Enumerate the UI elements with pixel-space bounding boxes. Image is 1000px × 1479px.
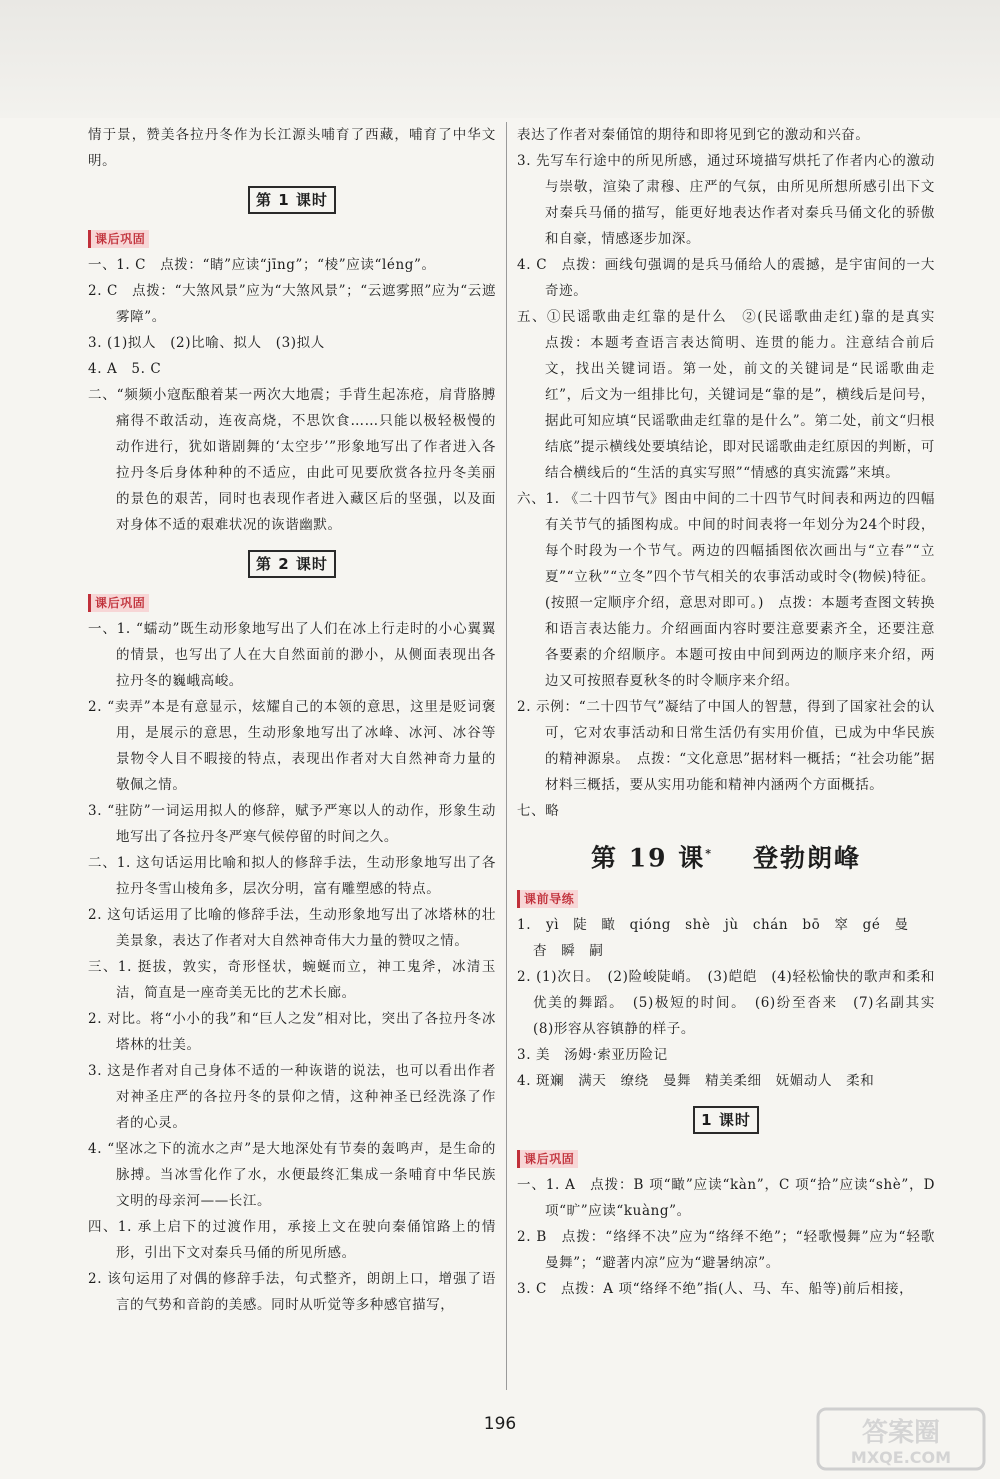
pre-class-answer-3: 4. 斑斓 满天 缭绕 曼舞 精美柔细 妩媚动人 柔和: [517, 1073, 875, 1090]
lesson2-answer-1: 一、1. “蠕动”既生动形象地写出了人们在冰上行走时的小心翼翼的情景，也写出了人在大自然面前的渺小，从侧面表现出各拉丹冬的巍峨高峻。: [88, 621, 496, 689]
right-answer-1: 表达了作者对秦俑馆的期待和即将见到它的激动和兴奋。: [517, 127, 870, 143]
answer-l1-q5: 二、“频频小寇酝酿着某一两次大地震；手背生起冻疮，肩背胳膊痛得不敢活动，连夜高烧，不思饮食……只能以极轻极慢的动作进行，犹如谐剧舞的‘太空步’”形象地写出了作者进入各拉丹冬后身体种种的不适应，由此可见要欣赏各拉丹冬美丽的景色的艰苦，同时也表现作者进入藏区后的坚强，以及面对身体不适的艰难状况的诙谐幽默。: [88, 387, 496, 533]
right-answer-list-3: [517, 1172, 935, 1302]
answer-l1-q3: 3. (1)拟人 (2)比喻、拟人 (3)拟人: [88, 335, 325, 351]
after-class-answer-1: 一、1. A 点拨：B 项“瞰”应读“kàn”，C 项“拾”应读“shè”，D 项“旷”应读“kuàng”。: [517, 1177, 935, 1220]
right-answer-2: 3. 先写车行途中的所见所感，通过环境描写烘托了作者内心的激动与崇敬，渲染了肃穆、庄严的气氛，由所见所想所感引出下文对秦兵马俑的描写，能更好地表达作者对秦兵马俑文化的骄傲和自豪，情感逐步加深。: [517, 153, 935, 247]
lesson2-answer-5: 2. 这句话运用了比喻的修辞手法，生动形象地写出了冰塔林的壮美景象，表达了作者对大自然神奇伟大力量的赞叹之情。: [88, 907, 496, 949]
right-answer-4: 五、①民谣歌曲走红靠的是什么 ②(民谣歌曲走红)靠的是真实 点拨：本题考查语言表达简明、连贯的能力。注意结合前后文，找出关键词语。第一处，前文的关键词是“民谣歌曲走红”，后文为一组排比句，关键词是“靠的是”，横线后是问号，据此可知应填“民谣歌曲走红靠的是什么”。第二处，前文“归根结底”提示横线处要填结论，即对民谣歌曲走红原因的判断，可结合横线后的“生活的真实写照”“情感的真实流露”来填。: [517, 309, 950, 481]
intro-paragraph: 情于景，赞美各拉丹冬作为长江源头哺育了西藏，哺育了中华文明。: [88, 127, 496, 169]
answer-l1-q1: 一、1. C 点拨：“睛”应读“jīng”；“棱”应读“léng”。: [88, 257, 436, 273]
watermark-title: 答案圈: [861, 1418, 941, 1448]
lesson19-name: 登勃朗峰: [752, 843, 861, 873]
right-answer-6: 2. 示例：“二十四节气”凝结了中国人的智慧，得到了国家社会的认可，它对农事活动和日常生活仍有实用价值，已成为中华民族的精神源泉。 点拨：“文化意思”据材料一概括；“社会功能”据材料三概括，要从实用功能和精神内涵两个方面概括。: [517, 699, 935, 793]
lesson2-answer-6: 三、1. 挺拔，敦实，奇形怪状，蜿蜒而立，神工鬼斧，冰清玉洁，简直是一座奇美无比的艺术长廊。: [88, 959, 496, 1001]
answer-l1-q2: 2. C 点拨：“大煞风景”应为“大煞风景”；“云遮雾照”应为“云遮雾障”。: [88, 283, 496, 325]
lesson1-title: 第 1 课时: [248, 186, 336, 214]
right-answer-3: 4. C 点拨：画线句强调的是兵马俑给人的震撼，是宇宙间的一大奇迹。: [517, 257, 935, 299]
answer-l1-q4: 4. A 5. C: [88, 361, 162, 377]
section-tag-pre-class: 课前导练: [517, 890, 578, 908]
right-answer-list-2: [517, 964, 950, 1094]
after-class-answer-2: 2. B 点拨：“络绎不决”应为“络绎不绝”；“轻歌慢舞”应为“轻歌曼舞”；“避著内凉”应为“避暑纳凉”。: [517, 1229, 935, 1272]
watermark-logo: [816, 1407, 986, 1471]
lesson2-answer-2: 2. “卖弄”本是有意显示，炫耀自己的本领的意思，这里是贬词褒用，是展示的意思，生动形象地写出了冰峰、冰河、冰谷等景物令人目不暇接的特点，表现出作者对大自然神奇力量的敬佩之情。: [88, 699, 496, 793]
lesson19-number: 第 19 课: [591, 843, 706, 873]
pinyin-answers: 1. yì 陡 瞰 qióng shè jù chán bō 窣 gé 曼: [517, 917, 909, 934]
lesson2-answer-9: 4. “坚冰之下的流水之声”是大地深处有节奏的轰鸣声，是生命的脉搏。当冰雪化作了水，水便最终汇集成一条哺育中华民族文明的母亲河——长江。: [88, 1141, 496, 1209]
watermark-url: MXQE.COM: [850, 1448, 952, 1467]
lesson2-answer-4: 二、1. 这句话运用比喻和拟人的修辞手法，生动形象地写出了各拉丹冬雪山棱角多，层次分明，富有雕塑感的特点。: [88, 855, 496, 897]
pinyin-answers-cont: 杳 瞬 嗣: [533, 943, 604, 960]
section-tag-after-class-2: 课后巩固: [88, 594, 149, 612]
pre-class-answer-1: 2. (1)次日。 (2)险峻陡峭。 (3)皑皑 (4)轻松愉快的歌声和柔和优美的舞蹈。 (5)极短的时间。 (6)纷至沓来 (7)名副其实 (8)形容从容镇静的样子。: [517, 969, 950, 1038]
left-column: [88, 122, 496, 1318]
section-tag-after-class: 课后巩固: [88, 230, 149, 248]
after-class-answer-3: 3. C 点拨：A 项“络绎不绝”指(人、马、车、船等)前后相接，: [517, 1281, 914, 1298]
pre-class-answer-2: 3. 美 汤姆·索亚历险记: [517, 1047, 668, 1064]
column-divider: [506, 122, 507, 1390]
lesson2-answer-3: 3. “驻防”一词运用拟人的修辞，赋予严寒以人的动作，形象生动地写出了各拉丹冬严寒气候停留的时间之久。: [88, 803, 496, 845]
section-tag-after-class-3: 课后巩固: [517, 1150, 578, 1168]
right-answer-list-1: [517, 122, 950, 824]
lesson19-mark: *: [705, 847, 713, 860]
page-top-margin: [0, 0, 1000, 118]
lesson2-answer-11: 2. 该句运用了对偶的修辞手法，句式整齐，朗朗上口，增强了语言的气势和音韵的美感。同时从听觉等多种感官描写，: [88, 1271, 496, 1313]
page-number: 196: [483, 1414, 517, 1434]
right-answer-7: 七、略: [517, 803, 560, 819]
lesson2-answer-10: 四、1. 承上启下的过渡作用，承接上文在驶向秦俑馆路上的情形，引出下文对秦兵马俑的所见所感。: [88, 1219, 496, 1261]
lesson2-title: 第 2 课时: [248, 550, 336, 578]
lesson2-answer-8: 3. 这是作者对自己身体不适的一种诙谐的说法，也可以看出作者对神圣庄严的各拉丹冬的景仰之情，这种神圣已经洗涤了作者的心灵。: [88, 1063, 496, 1131]
lesson19-heading: [517, 834, 935, 878]
lesson2-answer-7: 2. 对比。将“小小的我”和“巨人之发”相对比，突出了各拉丹冬冰塔林的壮美。: [88, 1011, 496, 1053]
lesson2-answer-list: [88, 616, 496, 1318]
lesson-hour-title: 1 课时: [693, 1106, 759, 1134]
right-answer-5: 六、1. 《二十四节气》图由中间的二十四节气时间表和两边的四幅有关节气的插图构成。中间的时间表将一年划分为24个时段，每个时段为一个节气。两边的四幅插图依次画出与“立春”“立夏”“立秋”“立冬”四个节气相关的农事活动或时令(物候)特征。(按照一定顺序介绍，意思对即可。) 点拨：本题考查图文转换和语言表达能力。介绍画面内容时要注意要素齐全，还要注意各要素的介绍顺序。本题可按由中间到两边的顺序来介绍，两边又可按照春夏秋冬的时令顺序来介绍。: [517, 491, 935, 689]
right-column: [517, 122, 950, 1302]
